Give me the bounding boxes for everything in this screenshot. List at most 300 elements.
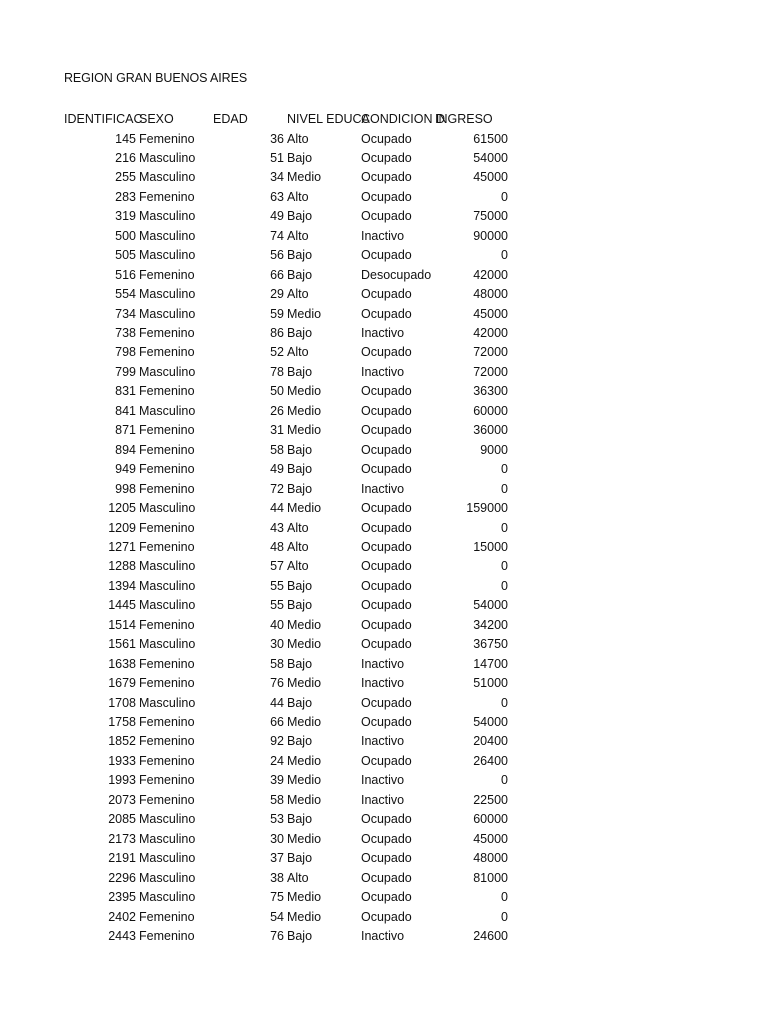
cell-identificacion: 998 <box>115 481 136 496</box>
cell-condicion: Ocupado <box>361 423 412 438</box>
cell-condicion: Ocupado <box>361 715 412 729</box>
cell-ingreso: 0 <box>501 520 508 535</box>
cell-edad: 86 <box>270 326 284 340</box>
cell-ingreso: 42000 <box>473 326 508 340</box>
cell-condicion: Ocupado <box>361 851 412 866</box>
table-row <box>0 324 768 344</box>
table-row <box>0 713 768 733</box>
cell-sexo: Masculino <box>139 170 196 185</box>
table-row <box>0 732 768 752</box>
cell-condicion: Inactivo <box>361 928 405 943</box>
cell-condicion: Inactivo <box>361 676 405 691</box>
table-row <box>0 305 768 325</box>
header-sexo: SEXO <box>139 112 174 126</box>
cell-sexo: Femenino <box>139 189 195 204</box>
cell-sexo: Masculino <box>139 287 196 302</box>
table-row <box>0 830 768 850</box>
cell-edad: 44 <box>270 695 284 710</box>
cell-nivel-educativo: Bajo <box>287 928 313 943</box>
cell-sexo: Femenino <box>139 928 195 943</box>
cell-nivel-educativo: Bajo <box>287 481 313 496</box>
cell-identificacion: 319 <box>115 209 136 224</box>
cell-sexo: Femenino <box>139 539 195 554</box>
cell-nivel-educativo: Alto <box>287 287 309 302</box>
cell-ingreso: 51000 <box>473 676 508 691</box>
cell-identificacion: 216 <box>115 150 136 165</box>
cell-sexo: Masculino <box>139 559 196 574</box>
cell-identificacion: 949 <box>115 462 136 477</box>
table-row <box>0 227 768 247</box>
cell-sexo: Masculino <box>139 306 196 321</box>
cell-condicion: Ocupado <box>361 695 412 710</box>
cell-condicion: Ocupado <box>361 617 412 632</box>
cell-edad: 58 <box>270 792 284 807</box>
cell-condicion: Inactivo <box>361 481 405 496</box>
table-row <box>0 441 768 461</box>
cell-sexo: Masculino <box>139 501 196 516</box>
cell-nivel-educativo: Alto <box>287 520 309 535</box>
cell-ingreso: 14700 <box>473 656 508 671</box>
cell-edad: 37 <box>270 851 284 866</box>
cell-edad: 59 <box>270 306 284 321</box>
cell-condicion: Inactivo <box>361 228 405 243</box>
cell-edad: 55 <box>270 598 284 613</box>
cell-condicion: Ocupado <box>361 539 412 554</box>
cell-ingreso: 45000 <box>473 831 508 846</box>
table-row <box>0 188 768 208</box>
cell-condicion: Ocupado <box>361 189 412 204</box>
cell-condicion: Ocupado <box>361 870 412 885</box>
cell-condicion: Ocupado <box>361 170 412 185</box>
cell-edad: 34 <box>270 170 284 185</box>
cell-identificacion: 1514 <box>108 617 136 632</box>
cell-nivel-educativo: Bajo <box>287 812 313 827</box>
cell-edad: 52 <box>270 345 284 360</box>
cell-nivel-educativo: Medio <box>287 403 322 418</box>
cell-identificacion: 738 <box>115 326 136 340</box>
cell-nivel-educativo: Medio <box>287 423 322 438</box>
cell-edad: 63 <box>270 189 284 204</box>
table-row <box>0 266 768 286</box>
cell-edad: 51 <box>270 150 284 165</box>
cell-condicion: Ocupado <box>361 384 412 399</box>
cell-sexo: Masculino <box>139 209 196 224</box>
table-row <box>0 577 768 597</box>
cell-nivel-educativo: Bajo <box>287 209 313 224</box>
cell-nivel-educativo: Bajo <box>287 364 313 379</box>
cell-nivel-educativo: Medio <box>287 773 322 788</box>
table-row <box>0 168 768 188</box>
cell-edad: 72 <box>270 481 284 496</box>
cell-nivel-educativo: Medio <box>287 715 322 729</box>
cell-nivel-educativo: Bajo <box>287 851 313 866</box>
cell-condicion: Ocupado <box>361 520 412 535</box>
cell-edad: 58 <box>270 442 284 457</box>
cell-condicion: Ocupado <box>361 442 412 457</box>
cell-sexo: Femenino <box>139 753 195 768</box>
cell-nivel-educativo: Alto <box>287 345 309 360</box>
cell-condicion: Inactivo <box>361 773 405 788</box>
cell-condicion: Inactivo <box>361 364 405 379</box>
cell-condicion: Ocupado <box>361 890 412 905</box>
cell-identificacion: 841 <box>115 403 136 418</box>
cell-sexo: Masculino <box>139 637 196 652</box>
table-row <box>0 908 768 928</box>
cell-condicion: Ocupado <box>361 403 412 418</box>
table-row <box>0 810 768 830</box>
cell-sexo: Masculino <box>139 364 196 379</box>
cell-identificacion: 799 <box>115 364 136 379</box>
cell-identificacion: 2085 <box>108 812 136 827</box>
cell-nivel-educativo: Bajo <box>287 578 313 593</box>
cell-edad: 39 <box>270 773 284 788</box>
cell-nivel-educativo: Medio <box>287 831 322 846</box>
cell-ingreso: 34200 <box>473 617 508 632</box>
cell-ingreso: 20400 <box>473 734 508 749</box>
cell-nivel-educativo: Bajo <box>287 267 313 282</box>
cell-identificacion: 2296 <box>108 870 136 885</box>
table-row <box>0 791 768 811</box>
cell-identificacion: 798 <box>115 345 136 360</box>
cell-edad: 43 <box>270 520 284 535</box>
header-edad: EDAD <box>213 112 248 126</box>
cell-ingreso: 36300 <box>473 384 508 399</box>
cell-edad: 36 <box>270 131 284 146</box>
cell-edad: 48 <box>270 539 284 554</box>
table-row <box>0 363 768 383</box>
cell-edad: 56 <box>270 248 284 263</box>
cell-sexo: Femenino <box>139 617 195 632</box>
cell-edad: 58 <box>270 656 284 671</box>
cell-ingreso: 36000 <box>473 423 508 438</box>
cell-identificacion: 2191 <box>108 851 136 866</box>
cell-edad: 24 <box>270 753 284 768</box>
cell-ingreso: 159000 <box>466 501 508 516</box>
cell-nivel-educativo: Medio <box>287 637 322 652</box>
cell-sexo: Masculino <box>139 248 196 263</box>
table-row <box>0 655 768 675</box>
cell-condicion: Inactivo <box>361 792 405 807</box>
cell-identificacion: 2173 <box>108 831 136 846</box>
cell-identificacion: 1445 <box>108 598 136 613</box>
table-row <box>0 771 768 791</box>
cell-sexo: Femenino <box>139 423 195 438</box>
table-row <box>0 149 768 169</box>
table-row <box>0 869 768 889</box>
cell-sexo: Femenino <box>139 462 195 477</box>
cell-edad: 66 <box>270 267 284 282</box>
cell-identificacion: 1638 <box>108 656 136 671</box>
cell-nivel-educativo: Medio <box>287 676 322 691</box>
cell-sexo: Masculino <box>139 812 196 827</box>
cell-sexo: Femenino <box>139 734 195 749</box>
cell-nivel-educativo: Bajo <box>287 326 313 340</box>
cell-edad: 75 <box>270 890 284 905</box>
table-row <box>0 246 768 266</box>
cell-sexo: Femenino <box>139 773 195 788</box>
table-row <box>0 849 768 869</box>
cell-ingreso: 0 <box>501 248 508 263</box>
cell-ingreso: 0 <box>501 695 508 710</box>
cell-identificacion: 831 <box>115 384 136 399</box>
cell-condicion: Ocupado <box>361 559 412 574</box>
cell-identificacion: 1708 <box>108 695 136 710</box>
cell-edad: 92 <box>270 734 284 749</box>
cell-edad: 38 <box>270 870 284 885</box>
header-ingreso: INGRESO <box>435 112 493 126</box>
cell-ingreso: 54000 <box>473 598 508 613</box>
cell-ingreso: 81000 <box>473 870 508 885</box>
cell-condicion: Ocupado <box>361 287 412 302</box>
cell-nivel-educativo: Medio <box>287 617 322 632</box>
cell-ingreso: 75000 <box>473 209 508 224</box>
cell-identificacion: 516 <box>115 267 136 282</box>
cell-ingreso: 45000 <box>473 170 508 185</box>
table-row <box>0 480 768 500</box>
cell-identificacion: 2443 <box>108 928 136 943</box>
cell-edad: 44 <box>270 501 284 516</box>
table-row <box>0 927 768 947</box>
cell-sexo: Masculino <box>139 870 196 885</box>
cell-edad: 74 <box>270 228 284 243</box>
cell-identificacion: 1205 <box>108 501 136 516</box>
cell-sexo: Femenino <box>139 131 195 146</box>
cell-ingreso: 0 <box>501 189 508 204</box>
cell-identificacion: 145 <box>115 131 136 146</box>
cell-ingreso: 0 <box>501 890 508 905</box>
cell-nivel-educativo: Medio <box>287 306 322 321</box>
cell-sexo: Femenino <box>139 442 195 457</box>
table-row <box>0 538 768 558</box>
table-row <box>0 557 768 577</box>
cell-sexo: Masculino <box>139 831 196 846</box>
cell-nivel-educativo: Bajo <box>287 462 313 477</box>
table-row <box>0 674 768 694</box>
cell-identificacion: 1394 <box>108 578 136 593</box>
cell-nivel-educativo: Medio <box>287 890 322 905</box>
cell-ingreso: 48000 <box>473 287 508 302</box>
cell-ingreso: 24600 <box>473 928 508 943</box>
table-row <box>0 596 768 616</box>
region-title: REGION GRAN BUENOS AIRES <box>64 71 248 85</box>
cell-edad: 76 <box>270 676 284 691</box>
cell-edad: 54 <box>270 909 284 924</box>
cell-ingreso: 90000 <box>473 228 508 243</box>
cell-identificacion: 871 <box>115 423 136 438</box>
cell-ingreso: 48000 <box>473 851 508 866</box>
cell-sexo: Masculino <box>139 598 196 613</box>
cell-edad: 30 <box>270 831 284 846</box>
cell-nivel-educativo: Alto <box>287 870 309 885</box>
table-row <box>0 499 768 519</box>
cell-nivel-educativo: Bajo <box>287 695 313 710</box>
cell-condicion: Ocupado <box>361 637 412 652</box>
cell-sexo: Masculino <box>139 695 196 710</box>
cell-ingreso: 42000 <box>473 267 508 282</box>
cell-sexo: Masculino <box>139 890 196 905</box>
cell-condicion: Ocupado <box>361 501 412 516</box>
header-identificacion: IDENTIFICAC <box>64 112 143 126</box>
cell-sexo: Femenino <box>139 520 195 535</box>
table-row <box>0 130 768 150</box>
cell-edad: 31 <box>270 423 284 438</box>
cell-edad: 55 <box>270 578 284 593</box>
cell-nivel-educativo: Alto <box>287 559 309 574</box>
cell-ingreso: 0 <box>501 481 508 496</box>
cell-ingreso: 0 <box>501 773 508 788</box>
table-row <box>0 460 768 480</box>
cell-ingreso: 0 <box>501 578 508 593</box>
cell-condicion: Ocupado <box>361 578 412 593</box>
cell-identificacion: 283 <box>115 189 136 204</box>
cell-identificacion: 2073 <box>108 792 136 807</box>
cell-edad: 40 <box>270 617 284 632</box>
cell-nivel-educativo: Alto <box>287 189 309 204</box>
cell-identificacion: 505 <box>115 248 136 263</box>
table-row <box>0 402 768 422</box>
cell-sexo: Masculino <box>139 403 196 418</box>
cell-ingreso: 54000 <box>473 715 508 729</box>
cell-identificacion: 1271 <box>108 539 136 554</box>
cell-identificacion: 255 <box>115 170 136 185</box>
cell-sexo: Femenino <box>139 676 195 691</box>
header-condicion: CONDICION D <box>361 112 446 126</box>
table-row <box>0 635 768 655</box>
cell-identificacion: 1852 <box>108 734 136 749</box>
cell-sexo: Femenino <box>139 792 195 807</box>
cell-condicion: Ocupado <box>361 248 412 263</box>
cell-nivel-educativo: Bajo <box>287 442 313 457</box>
table-row <box>0 616 768 636</box>
cell-sexo: Femenino <box>139 656 195 671</box>
cell-nivel-educativo: Bajo <box>287 150 313 165</box>
cell-edad: 53 <box>270 812 284 827</box>
cell-edad: 66 <box>270 715 284 729</box>
cell-identificacion: 1933 <box>108 753 136 768</box>
table-row <box>0 285 768 305</box>
cell-condicion: Ocupado <box>361 209 412 224</box>
table-row <box>0 752 768 772</box>
cell-nivel-educativo: Medio <box>287 753 322 768</box>
cell-identificacion: 894 <box>115 442 136 457</box>
cell-identificacion: 1209 <box>108 520 136 535</box>
cell-nivel-educativo: Alto <box>287 131 309 146</box>
cell-condicion: Inactivo <box>361 326 405 340</box>
cell-sexo: Masculino <box>139 578 196 593</box>
cell-edad: 57 <box>270 559 284 574</box>
cell-nivel-educativo: Bajo <box>287 248 313 263</box>
cell-nivel-educativo: Medio <box>287 792 322 807</box>
cell-condicion: Inactivo <box>361 656 405 671</box>
cell-condicion: Ocupado <box>361 345 412 360</box>
cell-ingreso: 54000 <box>473 150 508 165</box>
cell-sexo: Femenino <box>139 326 195 340</box>
cell-condicion: Ocupado <box>361 909 412 924</box>
cell-identificacion: 500 <box>115 228 136 243</box>
cell-edad: 30 <box>270 637 284 652</box>
cell-condicion: Ocupado <box>361 462 412 477</box>
cell-ingreso: 26400 <box>473 753 508 768</box>
table-row <box>0 343 768 363</box>
cell-sexo: Masculino <box>139 851 196 866</box>
cell-condicion: Ocupado <box>361 753 412 768</box>
cell-identificacion: 2402 <box>108 909 136 924</box>
cell-sexo: Femenino <box>139 384 195 399</box>
header-row <box>0 110 768 130</box>
table-row <box>0 421 768 441</box>
cell-nivel-educativo: Medio <box>287 170 322 185</box>
cell-edad: 50 <box>270 384 284 399</box>
cell-identificacion: 554 <box>115 287 136 302</box>
cell-edad: 49 <box>270 462 284 477</box>
cell-nivel-educativo: Bajo <box>287 656 313 671</box>
cell-edad: 26 <box>270 403 284 418</box>
cell-nivel-educativo: Bajo <box>287 598 313 613</box>
cell-sexo: Masculino <box>139 228 196 243</box>
cell-nivel-educativo: Medio <box>287 384 322 399</box>
cell-nivel-educativo: Alto <box>287 228 309 243</box>
cell-ingreso: 60000 <box>473 812 508 827</box>
cell-ingreso: 22500 <box>473 792 508 807</box>
cell-sexo: Femenino <box>139 345 195 360</box>
cell-ingreso: 0 <box>501 909 508 924</box>
cell-ingreso: 15000 <box>473 539 508 554</box>
table-row <box>0 519 768 539</box>
cell-identificacion: 1561 <box>108 637 136 652</box>
header-nivel-educativo: NIVEL EDUCA <box>287 112 370 126</box>
cell-sexo: Femenino <box>139 909 195 924</box>
table-row <box>0 382 768 402</box>
cell-ingreso: 0 <box>501 559 508 574</box>
cell-nivel-educativo: Bajo <box>287 734 313 749</box>
cell-condicion: Ocupado <box>361 812 412 827</box>
table-row <box>0 694 768 714</box>
cell-ingreso: 45000 <box>473 306 508 321</box>
cell-condicion: Ocupado <box>361 131 412 146</box>
cell-ingreso: 61500 <box>473 131 508 146</box>
cell-condicion: Ocupado <box>361 598 412 613</box>
cell-sexo: Femenino <box>139 267 195 282</box>
cell-edad: 29 <box>270 287 284 302</box>
cell-identificacion: 1993 <box>108 773 136 788</box>
cell-sexo: Femenino <box>139 715 195 729</box>
cell-condicion: Inactivo <box>361 734 405 749</box>
cell-nivel-educativo: Medio <box>287 909 322 924</box>
cell-identificacion: 734 <box>115 306 136 321</box>
cell-ingreso: 9000 <box>480 442 508 457</box>
cell-sexo: Femenino <box>139 481 195 496</box>
cell-sexo: Masculino <box>139 150 196 165</box>
cell-nivel-educativo: Alto <box>287 539 309 554</box>
cell-edad: 76 <box>270 928 284 943</box>
cell-condicion: Ocupado <box>361 831 412 846</box>
cell-condicion: Ocupado <box>361 306 412 321</box>
cell-identificacion: 1288 <box>108 559 136 574</box>
table-row <box>0 888 768 908</box>
cell-edad: 49 <box>270 209 284 224</box>
table-row <box>0 207 768 227</box>
cell-condicion: Ocupado <box>361 150 412 165</box>
cell-identificacion: 1758 <box>108 715 136 729</box>
cell-nivel-educativo: Medio <box>287 501 322 516</box>
cell-ingreso: 60000 <box>473 403 508 418</box>
cell-identificacion: 1679 <box>108 676 136 691</box>
cell-ingreso: 0 <box>501 462 508 477</box>
cell-edad: 78 <box>270 364 284 379</box>
cell-condicion: Desocupado <box>361 267 432 282</box>
cell-ingreso: 36750 <box>473 637 508 652</box>
cell-ingreso: 72000 <box>473 345 508 360</box>
